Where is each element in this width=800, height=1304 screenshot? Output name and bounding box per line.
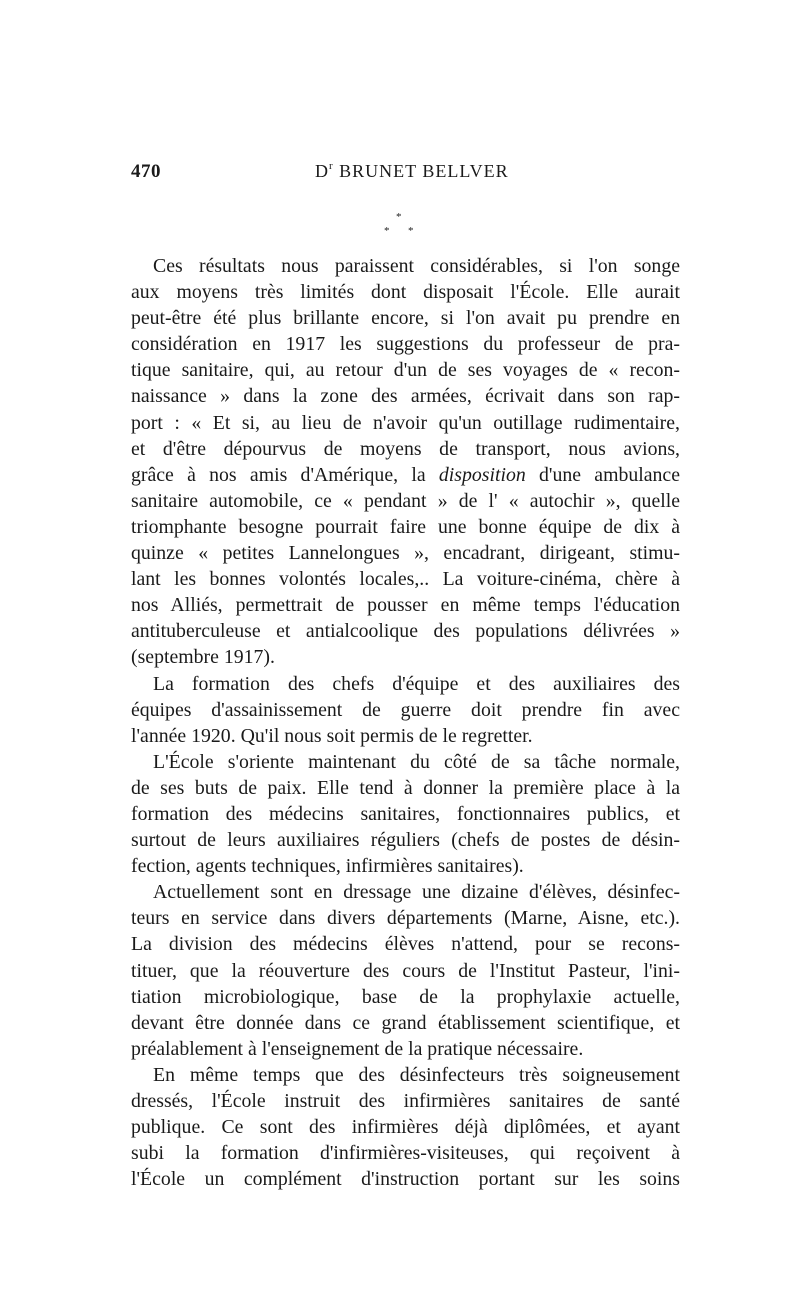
- text-line: tique sanitaire, qui, au retour d'un de ses voyages de « recon-: [131, 359, 680, 382]
- text-line: triomphante besogne pourrait faire une bonne équipe de dix à: [131, 515, 680, 538]
- text-fragment: d'une ambulance: [525, 463, 680, 486]
- text-line: La formation des chefs d'équipe et des auxiliaires des: [153, 672, 680, 695]
- running-head-prefix: D: [315, 161, 329, 181]
- page-number: 470: [131, 161, 161, 182]
- body-text: [131, 253, 680, 1192]
- section-ornament: [378, 212, 422, 248]
- text-line: devant être donnée dans ce grand établissement scientifique, et: [131, 1011, 680, 1034]
- text-line: tituer, que la réouverture des cours de l'Institut Pasteur, l'ini-: [131, 959, 680, 982]
- text-line: l'École un complément d'instruction portant sur les soins: [131, 1168, 680, 1191]
- text-line: En même temps que des désinfecteurs très soigneusement: [153, 1063, 680, 1086]
- text-line: La division des médecins élèves n'attend, pour se recons-: [131, 933, 680, 956]
- text-line: de ses buts de paix. Elle tend à donner la première place à la: [131, 776, 680, 799]
- text-line: peut-être été plus brillante encore, si l'on avait pu prendre en: [131, 307, 680, 330]
- running-head-sup: r: [329, 160, 334, 172]
- emphasis-word: disposition: [438, 463, 526, 486]
- text-line: quinze « petites Lannelongues », encadrant, dirigeant, stimu-: [131, 542, 680, 565]
- text-line: dressés, l'École instruit des infirmières sanitaires de santé: [131, 1090, 680, 1112]
- text-line-with-emphasis: [131, 462, 680, 488]
- text-line: (septembre 1917).: [131, 646, 275, 669]
- text-line: sanitaire automobile, ce « pendant » de l' « autochir », quelle: [131, 489, 680, 512]
- text-line: surtout de leurs auxiliaires réguliers (chefs de postes de désin-: [131, 829, 680, 852]
- text-line: subi la formation d'infirmières-visiteuses, qui reçoivent à: [131, 1142, 680, 1165]
- running-head-rest: BRUNET BELLVER: [333, 161, 509, 181]
- running-head: [315, 161, 509, 182]
- text-line: port : « Et si, au lieu de n'avoir qu'un outillage rudimentaire,: [131, 411, 680, 434]
- text-line: équipes d'assainissement de guerre doit prendre fin avec: [131, 698, 680, 721]
- text-line: considération en 1917 les suggestions du professeur de pra-: [131, 333, 680, 356]
- text-line: aux moyens très limités dont disposait l'École. Elle aurait: [131, 281, 680, 304]
- asterism-star-icon: *: [396, 211, 402, 223]
- asterism-star-icon: *: [384, 225, 390, 237]
- asterism-star-icon: *: [408, 225, 414, 237]
- text-line: tiation microbiologique, base de la prophylaxie actuelle,: [131, 985, 680, 1008]
- text-line: nos Alliés, permettrait de pousser en même temps l'éducation: [131, 594, 680, 617]
- text-line: Actuellement sont en dressage une dizaine d'élèves, désinfec-: [153, 881, 680, 904]
- text-line: formation des médecins sanitaires, fonctionnaires publics, et: [131, 802, 680, 825]
- page-header: [131, 161, 680, 187]
- text-line: lant les bonnes volontés locales,.. La voiture-cinéma, chère à: [131, 568, 680, 591]
- text-line: naissance » dans la zone des armées, écrivait dans son rap-: [131, 385, 680, 408]
- text-line: préalablement à l'enseignement de la pratique nécessaire.: [131, 1037, 584, 1060]
- text-line: l'année 1920. Qu'il nous soit permis de le regretter.: [131, 724, 533, 747]
- text-line: fection, agents techniques, infirmières sanitaires).: [131, 855, 524, 878]
- text-line: antituberculeuse et antialcoolique des populations délivrées »: [131, 620, 680, 643]
- text-line: teurs en service dans divers départements (Marne, Aisne, etc.).: [131, 907, 680, 930]
- text-line: L'École s'oriente maintenant du côté de sa tâche normale,: [153, 750, 680, 773]
- text-line: publique. Ce sont des infirmières déjà diplômées, et ayant: [131, 1116, 680, 1139]
- text-line: Ces résultats nous paraissent considérables, si l'on songe: [153, 255, 680, 277]
- text-line: et d'être dépourvus de moyens de transport, nous avions,: [131, 437, 680, 460]
- text-fragment: grâce à nos amis d'Amérique, la: [131, 463, 426, 486]
